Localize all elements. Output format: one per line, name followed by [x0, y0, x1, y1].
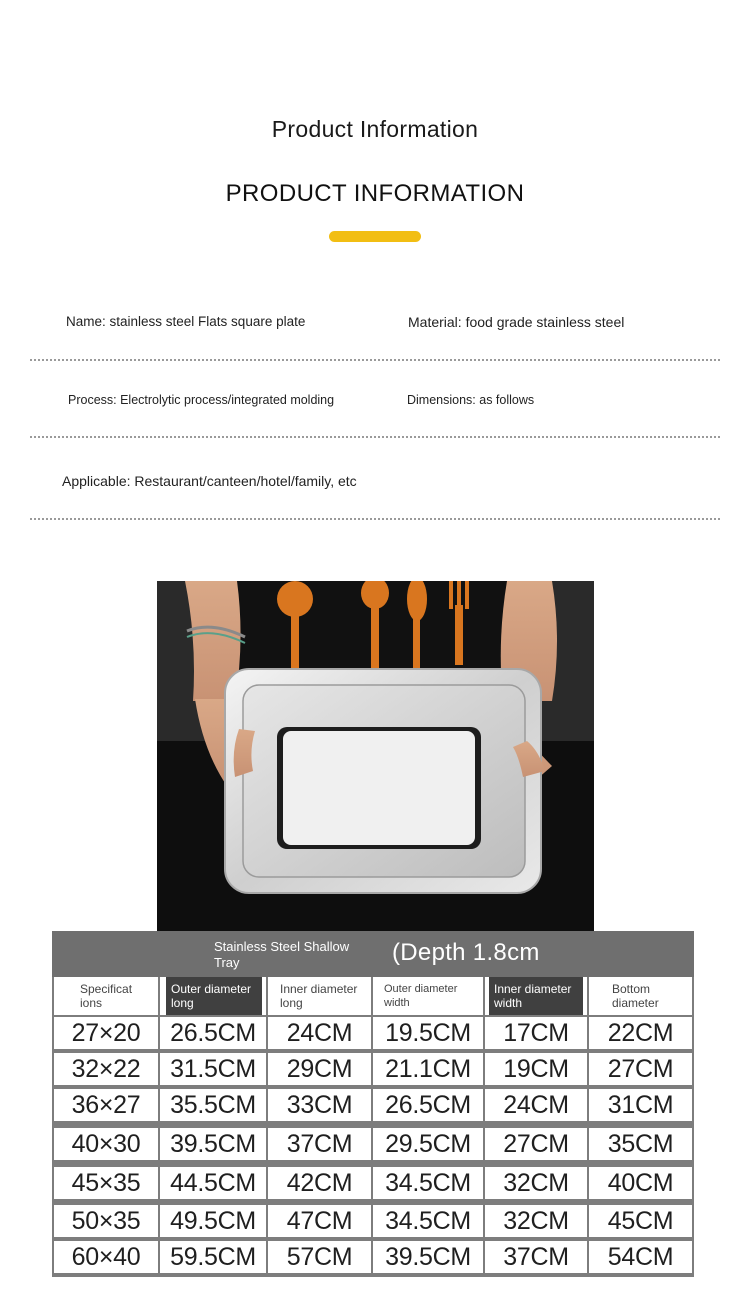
table-cell: 32×22: [54, 1053, 158, 1085]
table-cell: 37CM: [485, 1241, 587, 1273]
table-cell: 24CM: [485, 1089, 587, 1121]
table-cell: 26.5CM: [160, 1017, 266, 1049]
table-cell: 26.5CM: [373, 1089, 483, 1121]
table-cell: 45×35: [54, 1167, 158, 1199]
table-cell: 19.5CM: [373, 1017, 483, 1049]
table-cell: 50×35: [54, 1205, 158, 1237]
table-cell: 33CM: [268, 1089, 371, 1121]
table-cell: 27CM: [589, 1053, 692, 1085]
info-name: Name: stainless steel Flats square plate: [66, 314, 306, 329]
table-cell: 40CM: [589, 1167, 692, 1199]
header-cell-specifications: Specificat ions: [54, 977, 158, 1015]
page-title: Product Information: [271, 116, 479, 142]
table-cell: 44.5CM: [160, 1167, 266, 1199]
table-cell: 57CM: [268, 1241, 371, 1273]
table-cell: 39.5CM: [160, 1128, 266, 1160]
table-cell: 31.5CM: [160, 1053, 266, 1085]
table-cell: 47CM: [268, 1205, 371, 1237]
table-cell: 59.5CM: [160, 1241, 266, 1273]
info-applicable: Applicable: Restaurant/canteen/hotel/family, etc: [62, 473, 357, 489]
spec-table: [52, 931, 694, 1277]
table-cell: 32CM: [485, 1167, 587, 1199]
dotted-divider: [30, 359, 720, 361]
table-cell: 45CM: [589, 1205, 692, 1237]
header-cell-outer-long: Outer diameter long: [160, 977, 266, 1015]
table-cell: 35.5CM: [160, 1089, 266, 1121]
table-cell: 27CM: [485, 1128, 587, 1160]
table-cell: 35CM: [589, 1128, 692, 1160]
table-cell: 17CM: [485, 1017, 587, 1049]
table-cell: 34.5CM: [373, 1167, 483, 1199]
page-title-upper: PRODUCT INFORMATION: [225, 180, 525, 207]
table-cell: 34.5CM: [373, 1205, 483, 1237]
table-header-bar: [52, 931, 694, 977]
table-cell: 39.5CM: [373, 1241, 483, 1273]
header-cell-bottom: Bottom diameter: [589, 977, 692, 1015]
header-cell-inner-width: Inner diameter width: [485, 977, 587, 1015]
table-cell: 27×20: [54, 1017, 158, 1049]
table-cell: 42CM: [268, 1167, 371, 1199]
accent-bar: [329, 231, 421, 242]
product-photo: [157, 581, 594, 931]
table-cell: 31CM: [589, 1089, 692, 1121]
table-cell: 60×40: [54, 1241, 158, 1273]
info-material: Material: food grade stainless steel: [408, 314, 625, 330]
table-cell: 29.5CM: [373, 1128, 483, 1160]
table-cell: 49.5CM: [160, 1205, 266, 1237]
info-process: Process: Electrolytic process/integrated molding: [68, 393, 335, 407]
table-cell: 32CM: [485, 1205, 587, 1237]
table-cell: 29CM: [268, 1053, 371, 1085]
table-cell: 24CM: [268, 1017, 371, 1049]
table-title: Stainless Steel Shallow Tray: [214, 939, 350, 970]
dotted-divider: [30, 518, 720, 520]
info-dimensions: Dimensions: as follows: [407, 393, 535, 407]
table-cell: 40×30: [54, 1128, 158, 1160]
header-cell-inner-long: Inner diameter long: [268, 977, 371, 1015]
header-cell-outer-width: Outer diameter width: [373, 977, 483, 1015]
table-cell: 37CM: [268, 1128, 371, 1160]
table-cell: 54CM: [589, 1241, 692, 1273]
table-cell: 19CM: [485, 1053, 587, 1085]
dotted-divider: [30, 436, 720, 438]
table-cell: 36×27: [54, 1089, 158, 1121]
table-cell: 22CM: [589, 1017, 692, 1049]
table-cell: 21.1CM: [373, 1053, 483, 1085]
table-depth: (Depth 1.8cm: [392, 939, 540, 966]
